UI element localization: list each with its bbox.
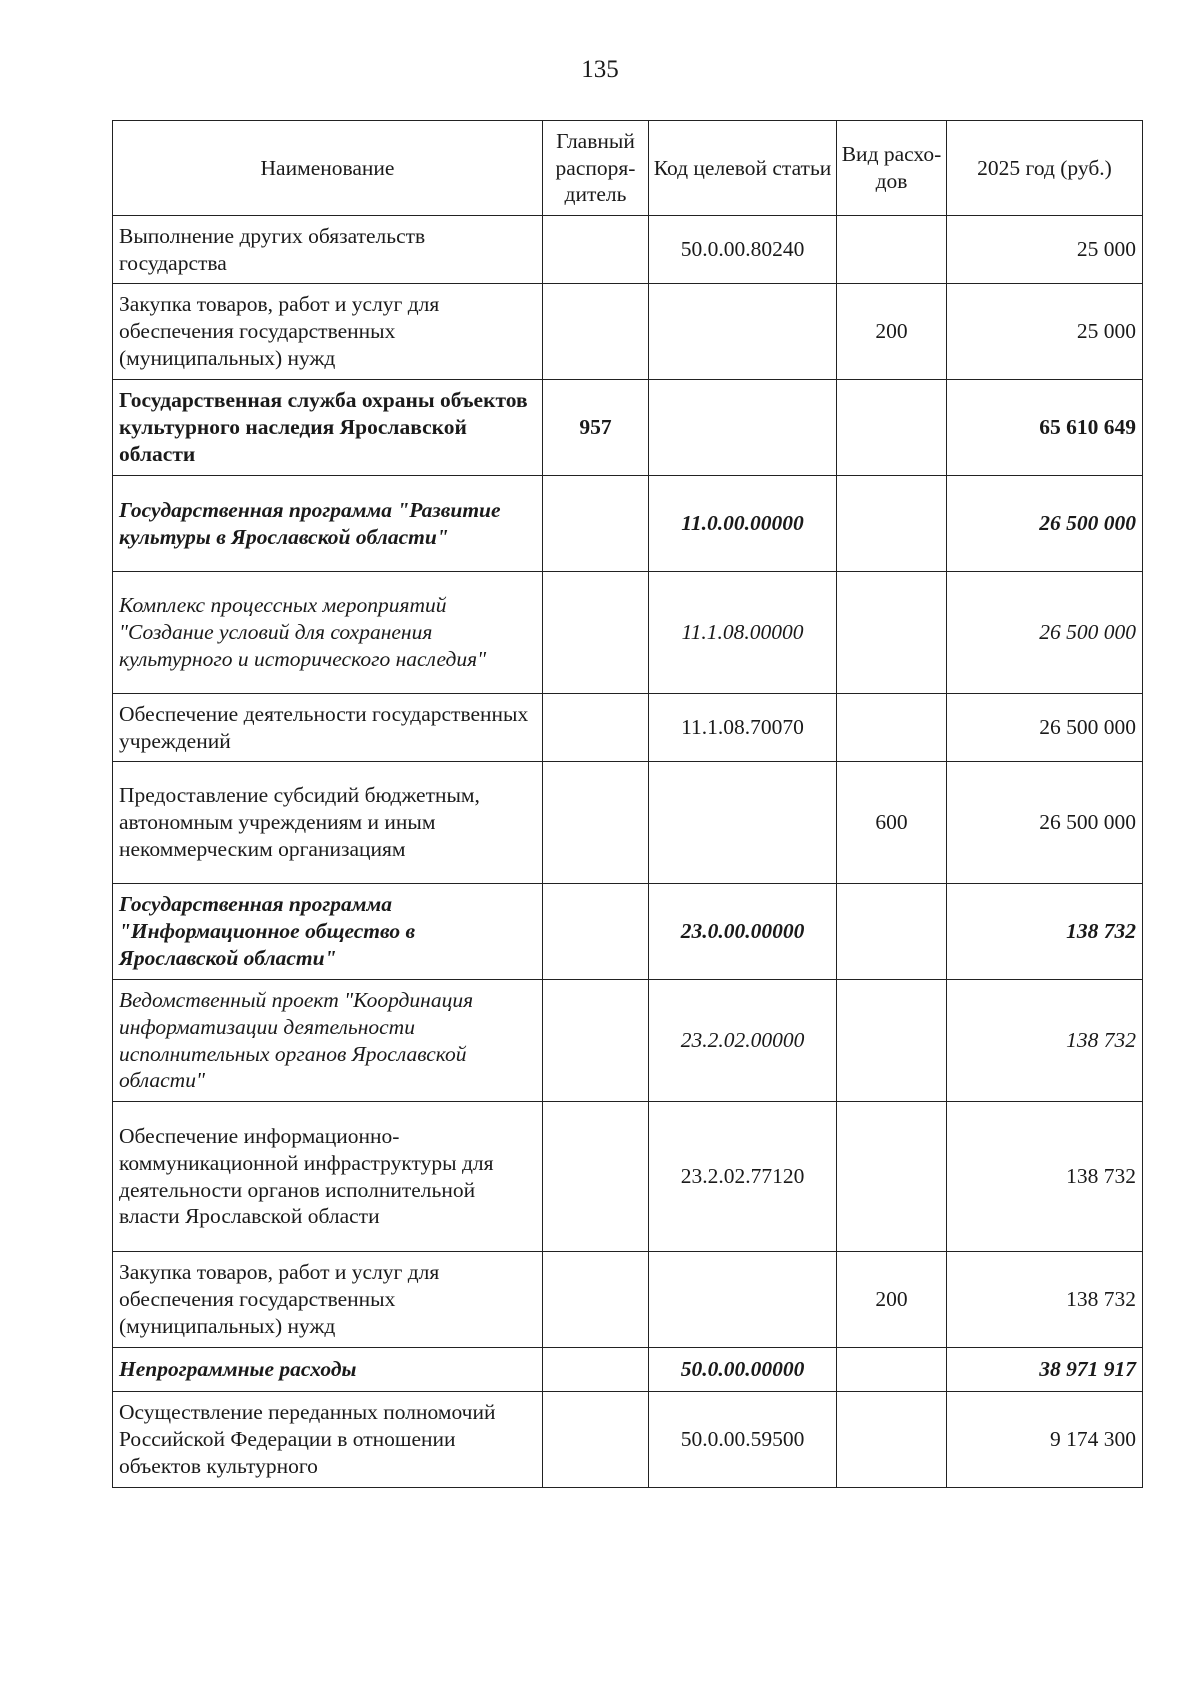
cell-code bbox=[649, 284, 837, 380]
cell-type bbox=[837, 1348, 947, 1392]
cell-sum: 25 000 bbox=[947, 216, 1143, 284]
table-row bbox=[113, 1252, 1143, 1348]
table-header-row bbox=[113, 121, 1143, 216]
cell-sum: 138 732 bbox=[947, 1252, 1143, 1348]
cell-sum: 26 500 000 bbox=[947, 572, 1143, 694]
cell-code bbox=[649, 762, 837, 884]
cell-type: 600 bbox=[837, 762, 947, 884]
cell-admin bbox=[543, 762, 649, 884]
header-code: Код целевой статьи bbox=[649, 121, 837, 216]
cell-code: 50.0.00.59500 bbox=[649, 1392, 837, 1488]
table-row bbox=[113, 284, 1143, 380]
cell-admin bbox=[543, 572, 649, 694]
table-row bbox=[113, 216, 1143, 284]
cell-code bbox=[649, 1252, 837, 1348]
cell-code: 50.0.00.00000 bbox=[649, 1348, 837, 1392]
cell-code bbox=[649, 380, 837, 476]
cell-code: 11.1.08.70070 bbox=[649, 694, 837, 762]
cell-name: Осуществление переданных полномочий Российской Федерации в отношении объектов культурного bbox=[113, 1392, 543, 1488]
cell-sum: 138 732 bbox=[947, 980, 1143, 1102]
cell-admin bbox=[543, 694, 649, 762]
table-row bbox=[113, 572, 1143, 694]
header-name: Наименование bbox=[113, 121, 543, 216]
header-admin: Главный распоря-дитель bbox=[543, 121, 649, 216]
page-number: 135 bbox=[581, 56, 619, 83]
table-row bbox=[113, 1102, 1143, 1252]
cell-admin bbox=[543, 1392, 649, 1488]
cell-sum: 25 000 bbox=[947, 284, 1143, 380]
cell-admin bbox=[543, 980, 649, 1102]
cell-sum: 26 500 000 bbox=[947, 694, 1143, 762]
table-row bbox=[113, 694, 1143, 762]
cell-admin bbox=[543, 476, 649, 572]
header-sum: 2025 год (руб.) bbox=[947, 121, 1143, 216]
cell-admin: 957 bbox=[543, 380, 649, 476]
cell-admin bbox=[543, 1348, 649, 1392]
cell-type bbox=[837, 980, 947, 1102]
cell-code: 23.2.02.00000 bbox=[649, 980, 837, 1102]
table-row bbox=[113, 980, 1143, 1102]
cell-type: 200 bbox=[837, 1252, 947, 1348]
cell-type bbox=[837, 380, 947, 476]
table-row bbox=[113, 762, 1143, 884]
cell-name: Государственная программа "Информационное общество в Ярославской области" bbox=[113, 884, 543, 980]
cell-name: Предоставление субсидий бюджетным, автономным учреждениям и иным некоммерческим организациям bbox=[113, 762, 543, 884]
cell-code: 11.1.08.00000 bbox=[649, 572, 837, 694]
cell-sum: 38 971 917 bbox=[947, 1348, 1143, 1392]
cell-name: Закупка товаров, работ и услуг для обеспечения государственных (муниципальных) нужд bbox=[113, 284, 543, 380]
cell-type bbox=[837, 572, 947, 694]
cell-name: Обеспечение информационно-коммуникационной инфраструктуры для деятельности органов исполнительной власти Ярославской области bbox=[113, 1102, 543, 1252]
table-row bbox=[113, 380, 1143, 476]
header-type: Вид расхо-дов bbox=[837, 121, 947, 216]
cell-sum: 138 732 bbox=[947, 884, 1143, 980]
cell-type bbox=[837, 1102, 947, 1252]
cell-name: Государственная служба охраны объектов культурного наследия Ярославской области bbox=[113, 380, 543, 476]
cell-code: 23.0.00.00000 bbox=[649, 884, 837, 980]
budget-table bbox=[112, 120, 1143, 1488]
cell-admin bbox=[543, 284, 649, 380]
cell-name: Комплекс процессных мероприятий "Создание условий для сохранения культурного и исторического наследия" bbox=[113, 572, 543, 694]
cell-type bbox=[837, 476, 947, 572]
cell-code: 23.2.02.77120 bbox=[649, 1102, 837, 1252]
cell-code: 11.0.00.00000 bbox=[649, 476, 837, 572]
cell-sum: 9 174 300 bbox=[947, 1392, 1143, 1488]
cell-name: Государственная программа "Развитие культуры в Ярославской области" bbox=[113, 476, 543, 572]
cell-admin bbox=[543, 1252, 649, 1348]
table-row bbox=[113, 476, 1143, 572]
cell-type bbox=[837, 884, 947, 980]
table-row bbox=[113, 1348, 1143, 1392]
cell-type bbox=[837, 1392, 947, 1488]
cell-admin bbox=[543, 1102, 649, 1252]
cell-sum: 26 500 000 bbox=[947, 476, 1143, 572]
cell-admin bbox=[543, 884, 649, 980]
cell-name: Закупка товаров, работ и услуг для обеспечения государственных (муниципальных) нужд bbox=[113, 1252, 543, 1348]
cell-sum: 138 732 bbox=[947, 1102, 1143, 1252]
table-row bbox=[113, 1392, 1143, 1488]
cell-name: Обеспечение деятельности государственных учреждений bbox=[113, 694, 543, 762]
cell-admin bbox=[543, 216, 649, 284]
cell-type: 200 bbox=[837, 284, 947, 380]
cell-sum: 65 610 649 bbox=[947, 380, 1143, 476]
cell-name: Непрограммные расходы bbox=[113, 1348, 543, 1392]
table-row bbox=[113, 884, 1143, 980]
cell-type bbox=[837, 216, 947, 284]
cell-name: Ведомственный проект "Координация информатизации деятельности исполнительных органов Ярославской области" bbox=[113, 980, 543, 1102]
cell-sum: 26 500 000 bbox=[947, 762, 1143, 884]
cell-code: 50.0.00.80240 bbox=[649, 216, 837, 284]
cell-type bbox=[837, 694, 947, 762]
cell-name: Выполнение других обязательств государства bbox=[113, 216, 543, 284]
